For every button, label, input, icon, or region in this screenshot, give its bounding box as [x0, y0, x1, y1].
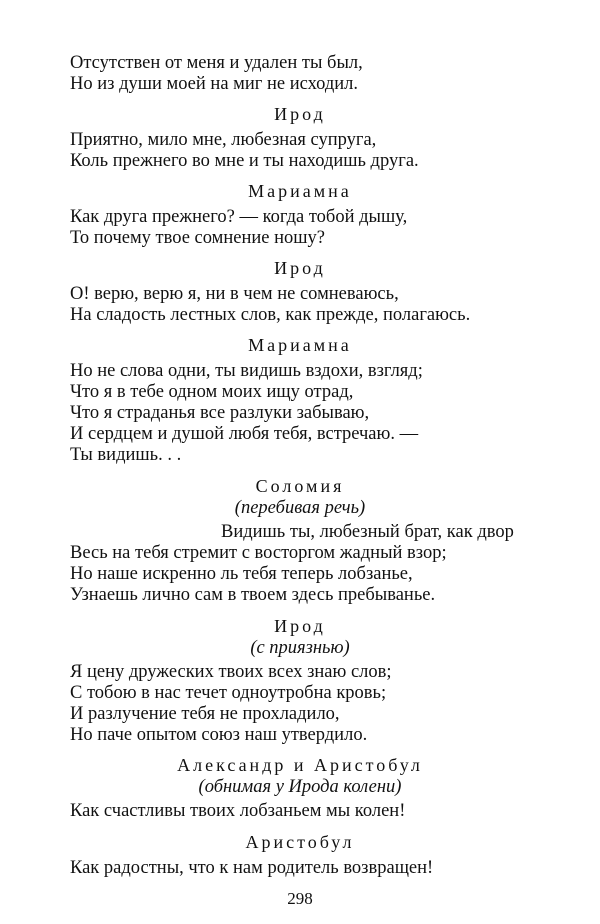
- speaker-name: Ирод: [274, 616, 326, 636]
- stage-direction: (перебивая речь): [234, 498, 366, 518]
- verse-line: Коль прежнего во мне и ты находишь друга.: [70, 151, 419, 171]
- stage-direction: (обнимая у Ирода колени): [198, 777, 402, 797]
- verse-line: Я цену дружеских твоих всех знаю слов;: [70, 662, 392, 682]
- speaker-name: Соломия: [255, 476, 345, 496]
- verse-line: Но не слова одни, ты видишь вздохи, взгляд;: [70, 361, 423, 381]
- verse-line: С тобою в нас течет одноутробна кровь;: [70, 683, 387, 703]
- verse-line: Весь на тебя стремит с восторгом жадный взор;: [70, 543, 447, 563]
- verse-line: Узнаешь лично сам в твоем здесь пребыванье.: [70, 585, 436, 605]
- verse-line: И сердцем и душой любя тебя, встречаю. —: [70, 424, 419, 444]
- verse-line: То почему твое сомнение ношу?: [70, 228, 325, 248]
- verse-line: Приятно, мило мне, любезная супруга,: [70, 130, 377, 150]
- speaker-name: Ирод: [274, 258, 326, 278]
- verse-line: О! верю, верю я, ни в чем не сомневаюсь,: [70, 284, 399, 304]
- verse-line: И разлучение тебя не прохладило,: [70, 704, 340, 724]
- verse-line: Но из души моей на миг не исходил.: [70, 74, 359, 94]
- verse-line: Как счастливы твоих лобзаньем мы колен!: [70, 801, 406, 821]
- verse-line: Но наше искренно ль тебя теперь лобзанье,: [70, 564, 413, 584]
- verse-line: Как друга прежнего? — когда тобой дышу,: [70, 207, 408, 227]
- page-number: 298: [287, 889, 313, 908]
- speaker-name: Мариамна: [248, 335, 352, 355]
- verse-line: Отсутствен от меня и удален ты был,: [70, 53, 363, 73]
- verse-line: Как радостны, что к нам родитель возвращен!: [70, 858, 434, 878]
- speaker-name: Ирод: [274, 104, 326, 124]
- verse-line: Что я страданья все разлуки забываю,: [70, 403, 370, 423]
- verse-line: На сладость лестных слов, как прежде, полагаюсь.: [70, 305, 471, 325]
- speaker-name: Александр и Аристобул: [177, 755, 423, 775]
- verse-line: Ты видишь. . .: [70, 445, 182, 465]
- speaker-name: Аристобул: [245, 832, 355, 852]
- verse-line: Что я в тебе одном моих ищу отрад,: [70, 382, 354, 402]
- verse-line: Но паче опытом союз наш утвердило.: [70, 725, 368, 745]
- speaker-name: Мариамна: [248, 181, 352, 201]
- verse-line: Видишь ты, любезный брат, как двор: [221, 522, 514, 542]
- stage-direction: (с приязнью): [250, 638, 350, 658]
